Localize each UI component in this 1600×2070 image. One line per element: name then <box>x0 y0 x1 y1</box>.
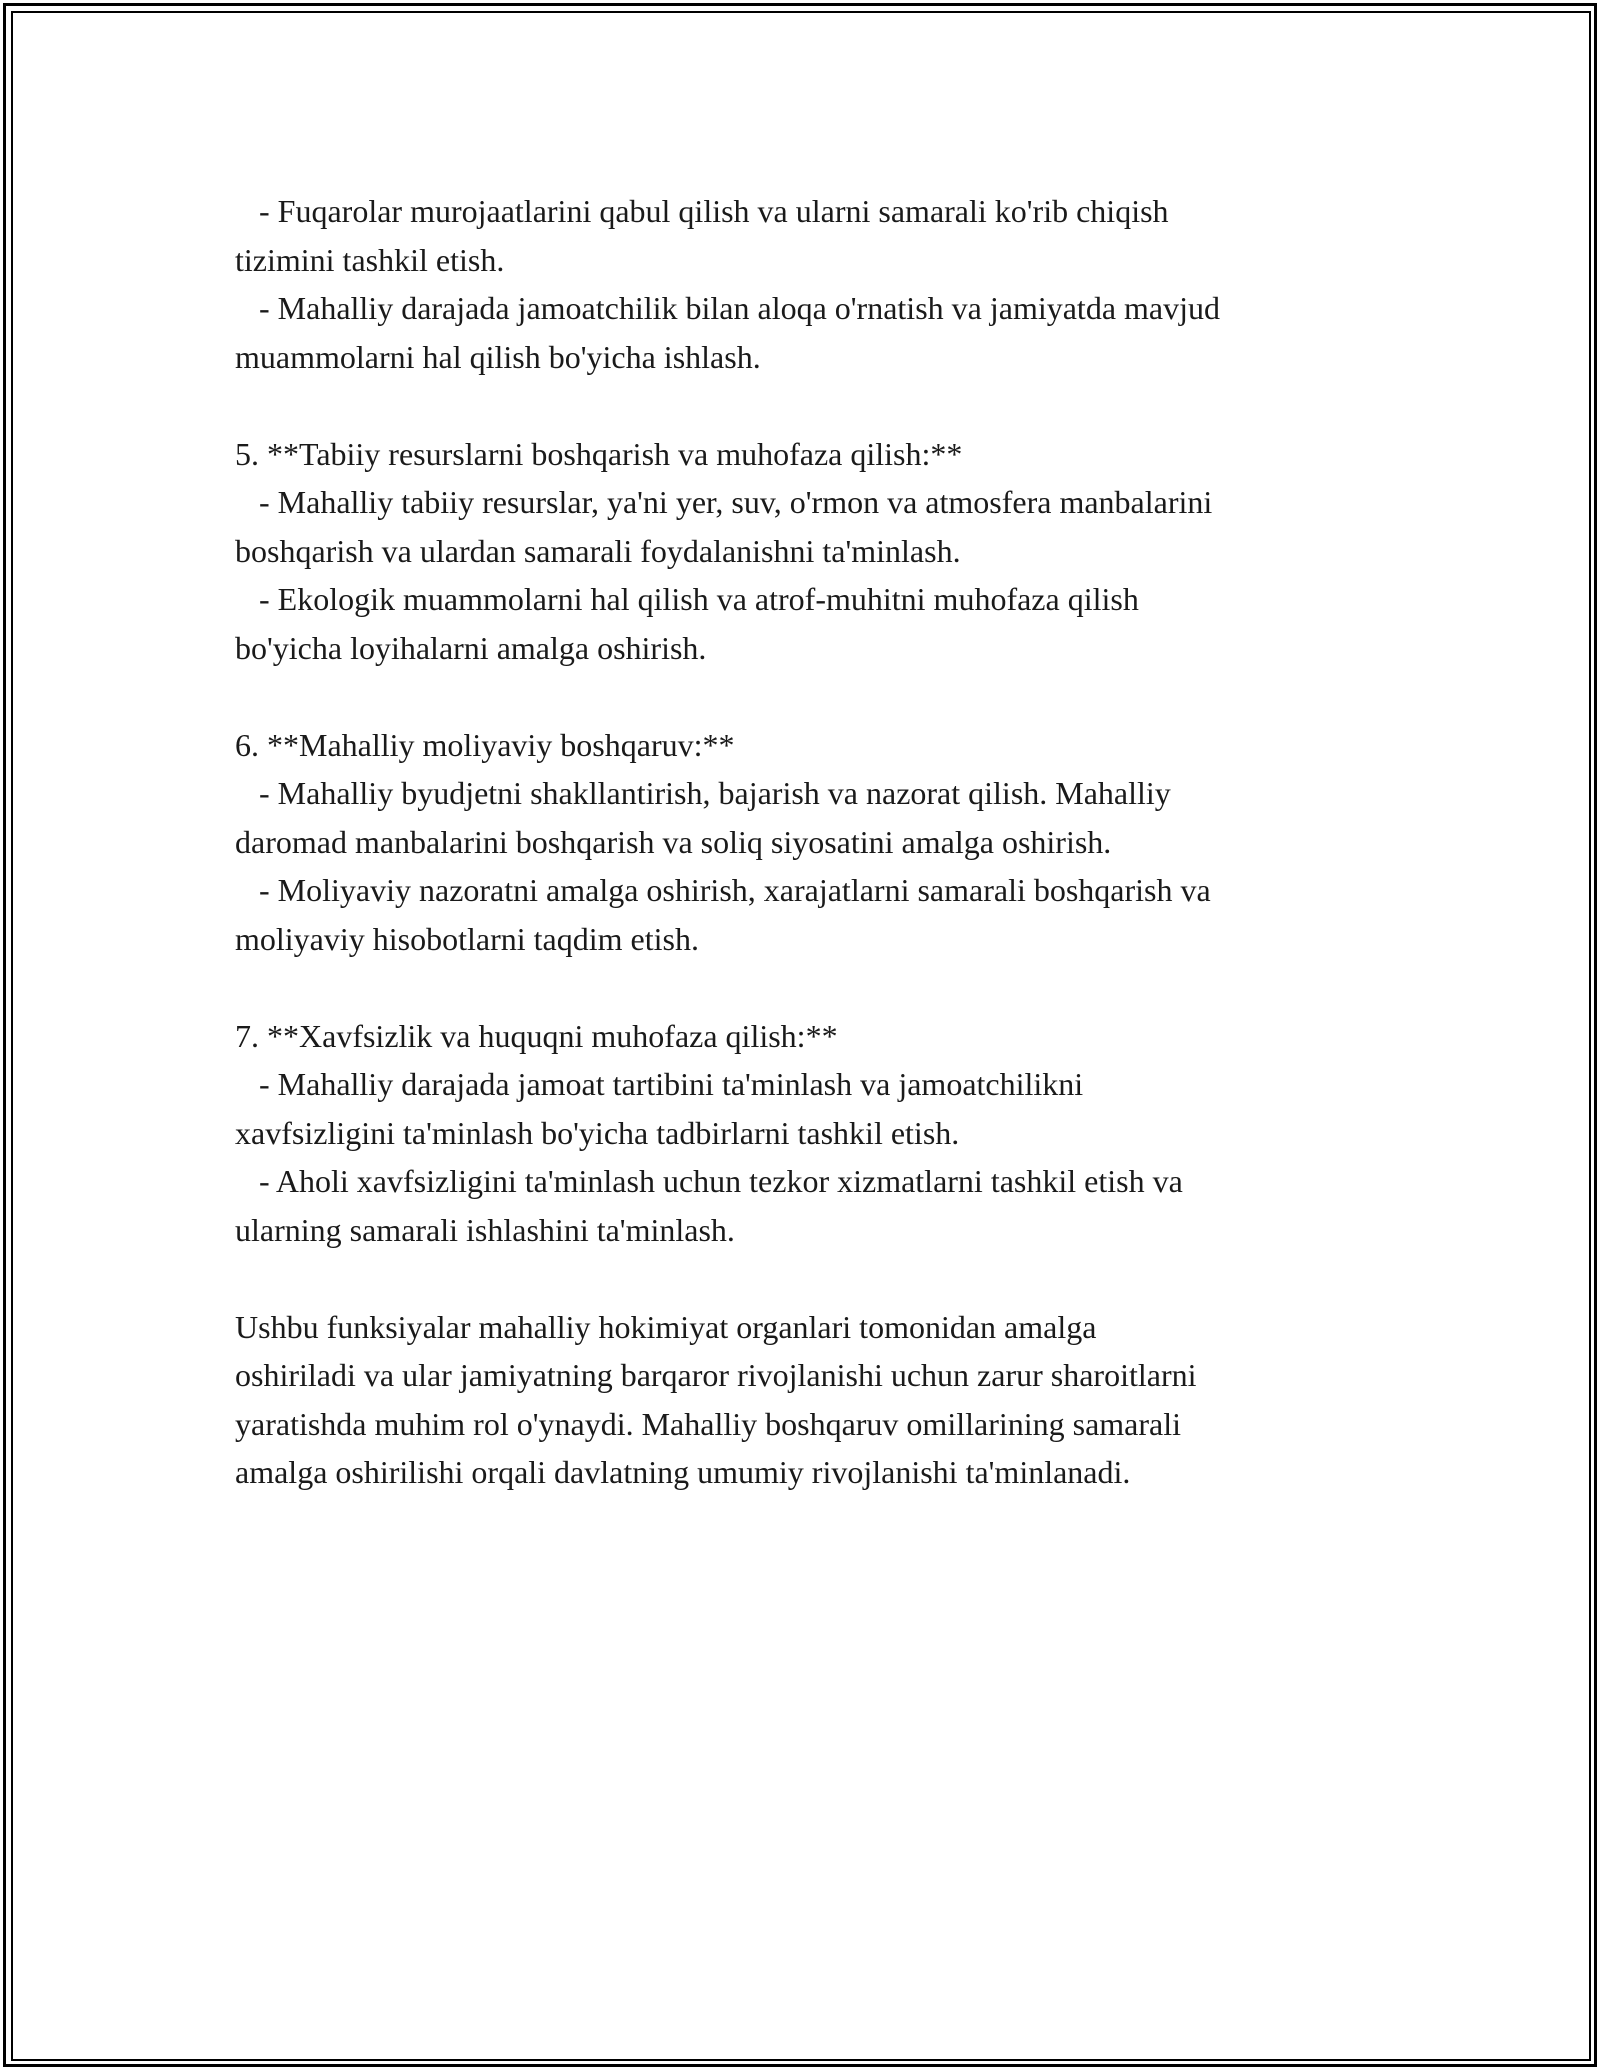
conclusion-line: Ushbu funksiyalar mahalliy hokimiyat organlari tomonidan amalga <box>235 1308 1097 1345</box>
conclusion-line: amalga oshirilishi orqali davlatning umumiy rivojlanishi ta'minlanadi. <box>235 1454 1131 1490</box>
text-line: xavfsizligini ta'minlash bo'yicha tadbirlarni tashkil etish. <box>235 1114 960 1151</box>
text-line: - Mahalliy darajada jamoat tartibini ta'minlash va jamoatchilikni <box>235 1066 1084 1102</box>
conclusion-line: yaratishda muhim rol o'ynaydi. Mahalliy boshqaruv omillarining samarali <box>235 1405 1182 1442</box>
paragraph-gap <box>235 672 1415 721</box>
text-line: bo'yicha loyihalarni amalga oshirish. <box>235 629 707 666</box>
text-line: - Moliyaviy nazoratni amalga oshirish, xarajatlarni samarali boshqarish va <box>235 872 1211 908</box>
paragraph-gap <box>235 381 1415 430</box>
text-line: - Ekologik muammolarni hal qilish va atrof-muhitni muhofaza qilish <box>235 581 1139 617</box>
text-line: - Mahalliy tabiiy resurslar, ya'ni yer, suv, o'rmon va atmosfera manbalarini <box>235 484 1213 520</box>
section-heading-5: 5. **Tabiiy resurslarni boshqarish va muhofaza qilish:** <box>235 435 963 472</box>
text-line: tizimini tashkil etish. <box>235 241 505 278</box>
text-line: ularning samarali ishlashini ta'minlash. <box>235 1211 735 1248</box>
document-body <box>235 187 1415 1497</box>
text-line: moliyaviy hisobotlarni taqdim etish. <box>235 920 699 957</box>
section-heading-7: 7. **Xavfsizlik va huquqni muhofaza qilish:** <box>235 1017 838 1054</box>
paragraph-gap <box>235 1254 1415 1303</box>
text-line: - Aholi xavfsizligini ta'minlash uchun tezkor xizmatlarni tashkil etish va <box>235 1163 1183 1199</box>
section-heading-6: 6. **Mahalliy moliyaviy boshqaruv:** <box>235 726 735 763</box>
conclusion-line: oshiriladi va ular jamiyatning barqaror rivojlanishi uchun zarur sharoitlarni <box>235 1357 1197 1393</box>
text-line: - Mahalliy darajada jamoatchilik bilan aloqa o'rnatish va jamiyatda mavjud <box>235 290 1220 326</box>
text-line: - Fuqarolar murojaatlarini qabul qilish va ularni samarali ko'rib chiqish <box>235 193 1169 229</box>
text-line: boshqarish va ulardan samarali foydalanishni ta'minlash. <box>235 532 961 569</box>
text-line: - Mahalliy byudjetni shakllantirish, bajarish va nazorat qilish. Mahalliy <box>235 775 1171 811</box>
text-line: daromad manbalarini boshqarish va soliq siyosatini amalga oshirish. <box>235 823 1112 860</box>
paragraph-gap <box>235 963 1415 1012</box>
text-line: muammolarni hal qilish bo'yicha ishlash. <box>235 338 761 375</box>
